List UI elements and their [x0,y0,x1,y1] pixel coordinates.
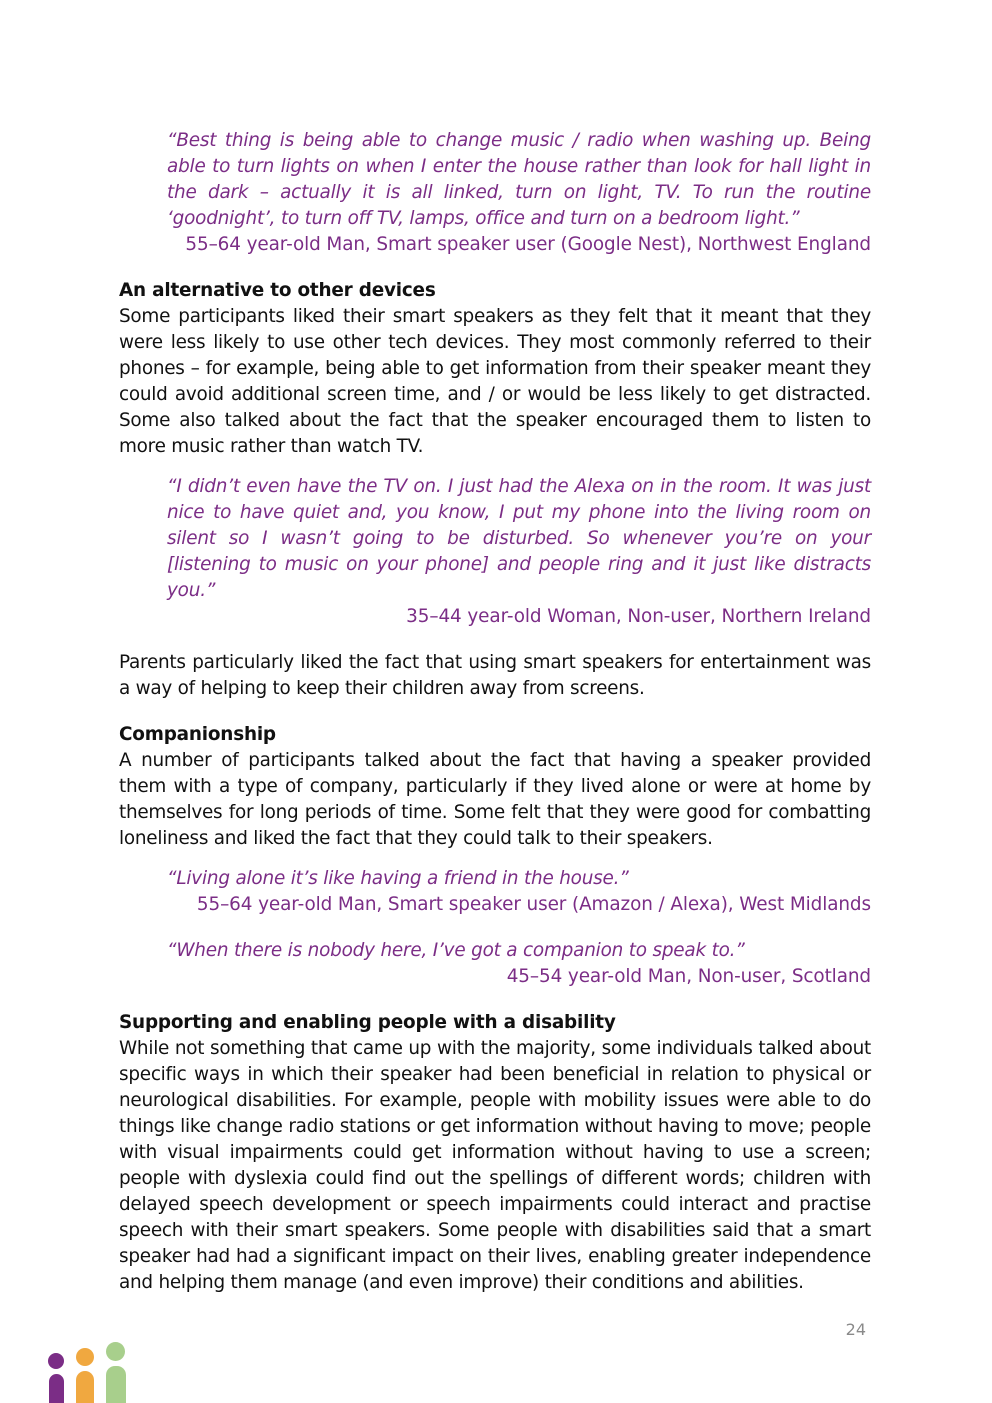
section-body: Some participants liked their smart speakers as they felt that it meant that they were less likely to use other tech devices. They most commonly referred to their phones – for example, being able to get information from their speaker meant they could avoid additional screen time, and / or would be less likely to get distracted. Some also talked about the fact that the speaker encouraged them to listen to more music rather than watch TV. [119,306,871,457]
page-content [119,128,871,1296]
section-disability [119,1010,871,1296]
section-alternative [119,278,871,460]
three-people-logo-icon [44,1340,130,1403]
green-person-icon [104,1342,128,1403]
quote-text: “Living alone it’s like having a friend in the house.” [167,868,629,889]
section-body: While not something that came up with the majority, some individuals talked about specific ways in which their speaker had been beneficial in relation to physical or neurological disabilities. For example, people with mobility issues were able to do things like change radio stations or get information without having to move; people with visual impairments could get information without having to use a screen; people with dyslexia could find out the spellings of different words; children with delayed speech development or speech impairments could interact and practise speech with their smart speakers. Some people with disabilities said that a smart speaker had had a significant impact on their lives, enabling greater independence and helping them manage (and even improve) their conditions and abilities. [119,1038,871,1293]
quote-text: “Best thing is being able to change music / radio when washing up. Being able to turn lights on when I enter the house rather than look for hall light in the dark – actually it is all linked, turn on light, TV. To run the routine ‘goodnight’, to turn off TV, lamps, office and turn on a bedroom light.” [167,130,871,229]
section-heading: Supporting and enabling people with a disability [119,1012,616,1033]
section-heading: Companionship [119,724,276,745]
quote-text: “I didn’t even have the TV on. I just had the Alexa on in the room. It was just nice to have quiet and, you know, I put my phone into the living room on silent so I wasn’t going to be disturbed. So whenever you’re on your [listening to music on your phone] and people ring and it just like distracts you.” [167,476,871,601]
quote-block [119,128,871,258]
purple-person-icon [46,1353,66,1403]
quote-block [119,938,871,990]
section-heading: An alternative to other devices [119,280,436,301]
quote-attribution: 45–54 year-old Man, Non-user, Scotland [506,966,871,987]
section-followup: Parents particularly liked the fact that using smart speakers for entertainment was a way of helping to keep their children away from screens. [119,652,871,699]
quote-attribution: 35–44 year-old Woman, Non-user, Northern Ireland [406,606,871,627]
orange-person-icon [74,1348,96,1403]
page-number: 24 [845,1320,866,1339]
quote-text: “When there is nobody here, I’ve got a companion to speak to.” [167,940,745,961]
quote-block [119,866,871,918]
quote-block [119,474,871,630]
section-body: A number of participants talked about the fact that having a speaker provided them with a type of company, particularly if they lived alone or were at home by themselves for long periods of time. Some felt that they were good for combatting loneliness and liked the fact that they could talk to their speakers. [119,750,871,849]
section-companionship [119,722,871,852]
quote-attribution: 55–64 year-old Man, Smart speaker user (Amazon / Alexa), West Midlands [196,894,871,915]
quote-attribution: 55–64 year-old Man, Smart speaker user (Google Nest), Northwest England [185,234,871,255]
